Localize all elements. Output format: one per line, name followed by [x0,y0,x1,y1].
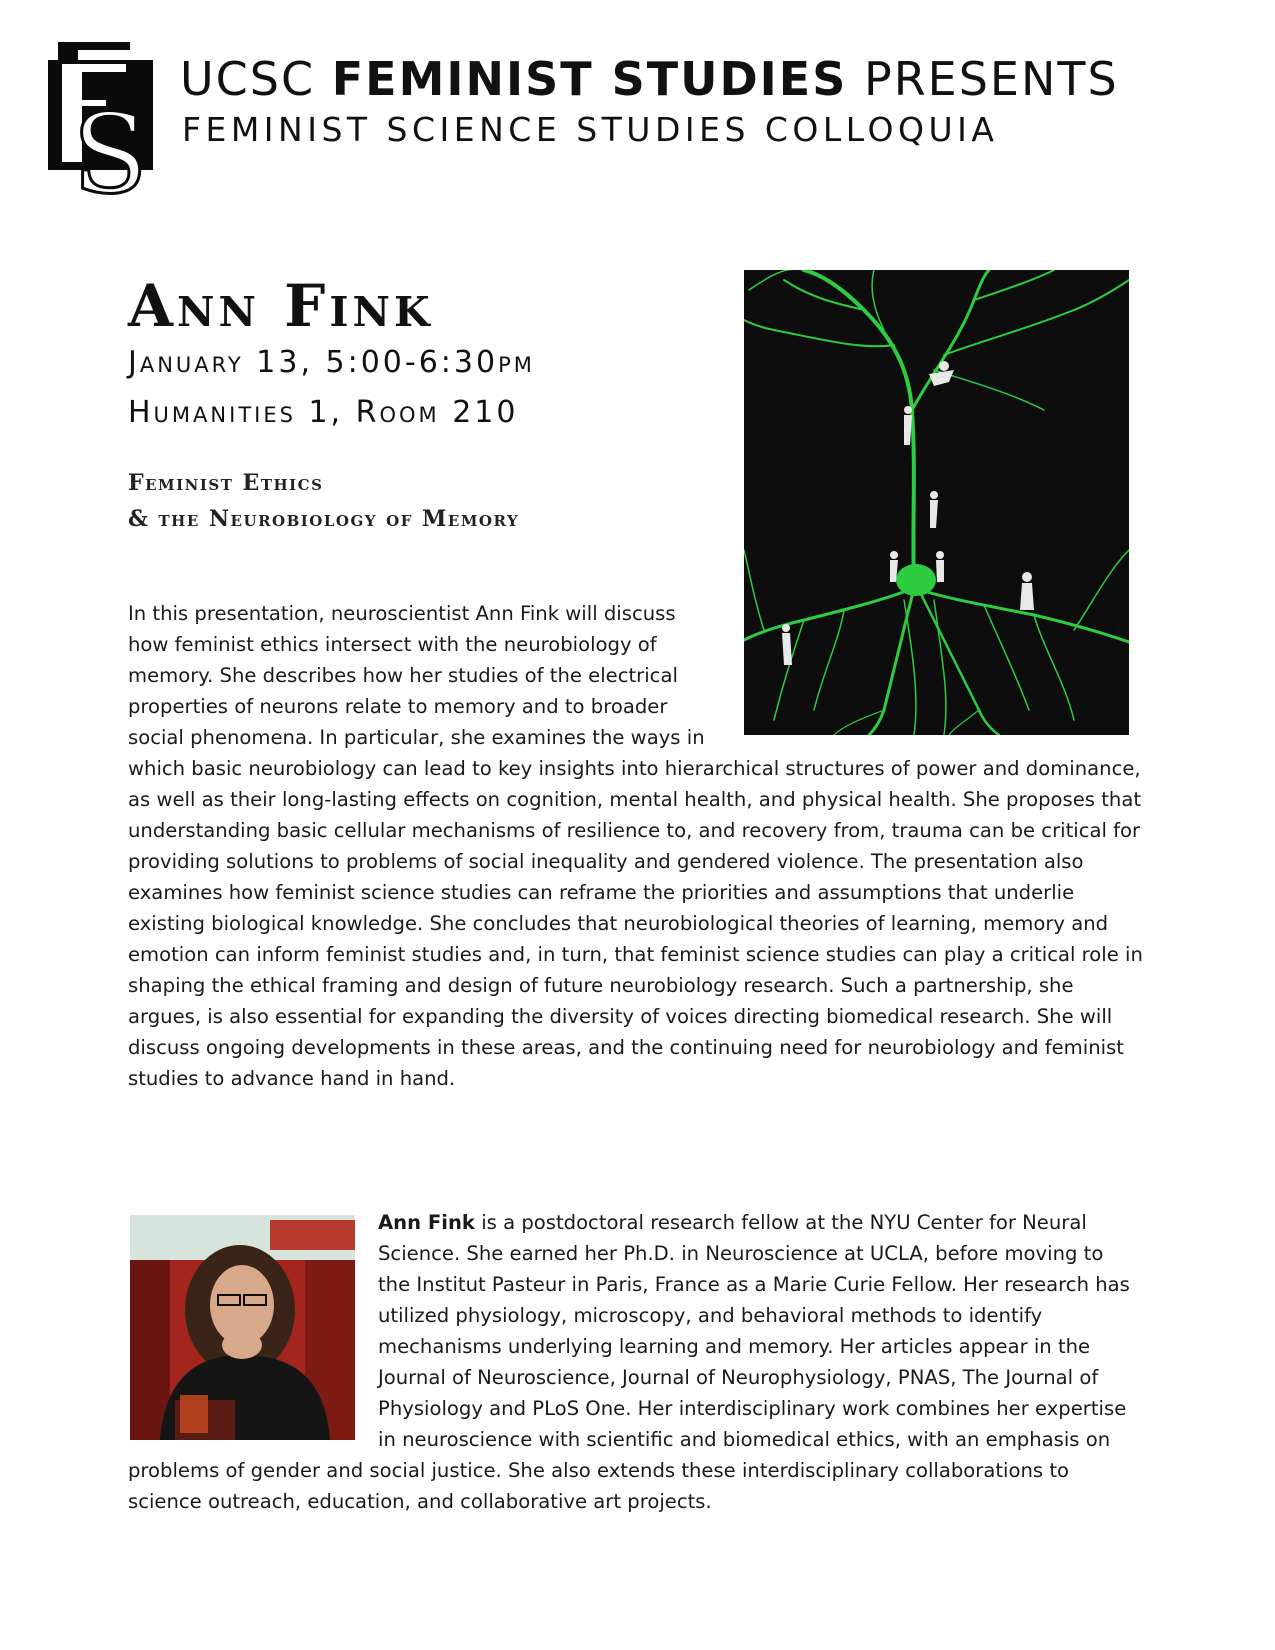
speaker-name: Ann Fink [128,272,434,340]
abstract-text [128,598,1148,1094]
event-date: January 13, 5:00-6:30pm [128,345,535,380]
abstract-body: In this presentation, neuroscientist Ann Fink will discuss how feminist ethics intersect with the neurobiology of memory. She describes how her studies of the electrical properties of neurons relate to memory and to broader social phenomena. In particular, she examines the ways in which basic neurobiology can lead to key insights into hierarchical structures of power and dominance, as well as their long-lasting effects on cognition, mental health, and physical health. She proposes that understanding basic cellular mechanisms of resilience to, and recovery from, trauma can be critical for providing solutions to problems of social inequality and gendered violence. The presentation also examines how feminist science studies can reframe the priorities and assumptions that underlie existing biological knowledge. She concludes that neurobiological theories of learning, memory and emotion can inform feminist studies and, in turn, that feminist science studies can play a critical role in shaping the ethical framing and design of future neurobiology research. Such a partnership, she argues, is also essential for expanding the diversity of voices directing biomedical research. She will discuss ongoing developments in these areas, and the continuing need for neurobiology and feminist studies to advance hand in hand. [128,602,1143,1090]
event-location: Humanities 1, Room 210 [128,395,519,430]
talk-title [128,465,519,537]
fs-logo [48,42,158,202]
artwork-wrap-space [710,598,1148,748]
bio-name: Ann Fink [378,1211,475,1234]
header-line-2: FEMINIST SCIENCE STUDIES COLLOQUIA [182,110,999,149]
svg-text:S: S [72,90,148,202]
header-prefix: UCSC [180,52,332,106]
talk-title-line-1: Feminist Ethics [128,470,324,496]
speaker-bio [128,1207,1138,1517]
bio-text: is a postdoctoral research fellow at the NYU Center for Neural Science. She earned her Ph.D. in Neuroscience at UCLA, before moving to the Institut Pasteur in Paris, France as a Marie Curie Fellow. Her research has utilized physiology, microscopy, and behavioral methods to identify mechanisms underlying learning and memory. Her articles appear in the Journal of Neuroscience, Journal of Neurophysiology, PNAS, The Journal of Physiology and PLoS One. Her interdisciplinary work combines her expertise in neuroscience with scientific and biomedical ethics, with an emphasis on problems of gender and social justice. She also extends these interdisciplinary collaborations to science outreach, education, and collaborative art projects. [128,1211,1130,1513]
header-line-1 [180,52,1119,106]
talk-title-line-2: & the Neurobiology of Memory [128,506,520,532]
photo-wrap-space [128,1207,378,1447]
header-bold: FEMINIST STUDIES [331,52,848,106]
header-suffix: PRESENTS [847,52,1119,106]
